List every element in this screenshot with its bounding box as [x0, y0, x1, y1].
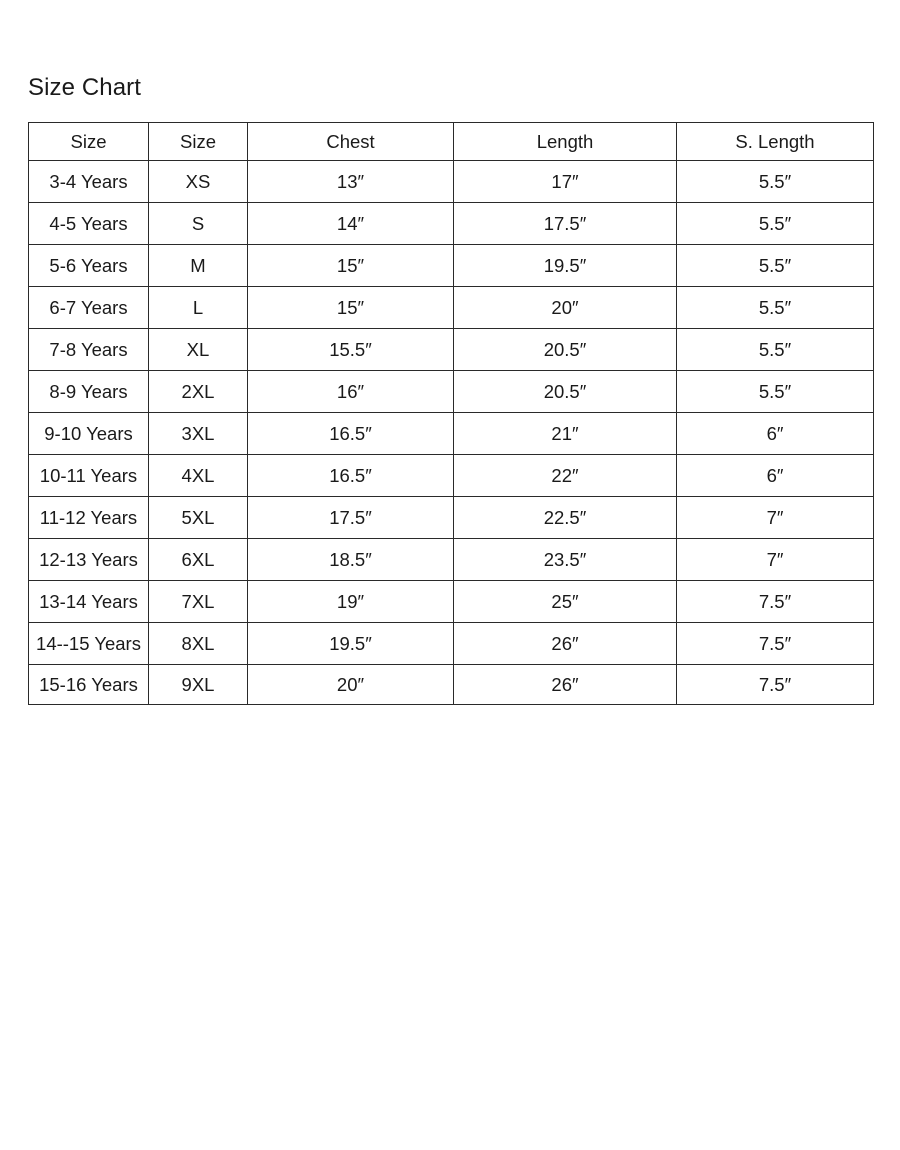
age-cell: 7-8 Years — [29, 329, 149, 371]
sleeve-length-cell: 5.5″ — [677, 245, 874, 287]
sleeve-length-cell: 7.5″ — [677, 581, 874, 623]
table-row — [29, 455, 874, 497]
age-cell: 14--15 Years — [29, 623, 149, 665]
size-cell: 7XL — [149, 581, 248, 623]
sleeve-length-cell: 7.5″ — [677, 623, 874, 665]
size-cell: 4XL — [149, 455, 248, 497]
age-cell: 13-14 Years — [29, 581, 149, 623]
chest-cell: 16.5″ — [248, 413, 454, 455]
table-row — [29, 623, 874, 665]
size-cell: S — [149, 203, 248, 245]
table-row — [29, 203, 874, 245]
size-cell: 5XL — [149, 497, 248, 539]
size-cell: 2XL — [149, 371, 248, 413]
table-row — [29, 413, 874, 455]
length-cell: 26″ — [454, 665, 677, 705]
chest-cell: 13″ — [248, 161, 454, 203]
sleeve-length-cell: 5.5″ — [677, 371, 874, 413]
sleeve-length-cell: 5.5″ — [677, 161, 874, 203]
age-cell: 15-16 Years — [29, 665, 149, 705]
sleeve-length-cell: 5.5″ — [677, 329, 874, 371]
size-cell: 3XL — [149, 413, 248, 455]
length-cell: 20″ — [454, 287, 677, 329]
length-cell: 19.5″ — [454, 245, 677, 287]
length-cell: 20.5″ — [454, 329, 677, 371]
chest-cell: 15″ — [248, 245, 454, 287]
size-cell: XS — [149, 161, 248, 203]
length-cell: 20.5″ — [454, 371, 677, 413]
header-length: Length — [454, 123, 677, 161]
size-cell: 6XL — [149, 539, 248, 581]
chest-cell: 19″ — [248, 581, 454, 623]
size-cell: M — [149, 245, 248, 287]
age-cell: 4-5 Years — [29, 203, 149, 245]
header-sleeve-length: S. Length — [677, 123, 874, 161]
length-cell: 17.5″ — [454, 203, 677, 245]
age-cell: 11-12 Years — [29, 497, 149, 539]
size-chart-table — [28, 122, 874, 705]
table-row — [29, 371, 874, 413]
length-cell: 17″ — [454, 161, 677, 203]
sleeve-length-cell: 7″ — [677, 497, 874, 539]
length-cell: 23.5″ — [454, 539, 677, 581]
sleeve-length-cell: 7″ — [677, 539, 874, 581]
chest-cell: 16.5″ — [248, 455, 454, 497]
age-cell: 5-6 Years — [29, 245, 149, 287]
length-cell: 21″ — [454, 413, 677, 455]
size-cell: 9XL — [149, 665, 248, 705]
table-row — [29, 539, 874, 581]
chest-cell: 17.5″ — [248, 497, 454, 539]
table-header-row — [29, 123, 874, 161]
size-cell: L — [149, 287, 248, 329]
page-title: Size Chart — [28, 74, 142, 101]
sleeve-length-cell: 6″ — [677, 455, 874, 497]
table-row — [29, 245, 874, 287]
chest-cell: 15″ — [248, 287, 454, 329]
length-cell: 25″ — [454, 581, 677, 623]
table-row — [29, 329, 874, 371]
age-cell: 12-13 Years — [29, 539, 149, 581]
chest-cell: 16″ — [248, 371, 454, 413]
age-cell: 10-11 Years — [29, 455, 149, 497]
age-cell: 3-4 Years — [29, 161, 149, 203]
size-cell: 8XL — [149, 623, 248, 665]
age-cell: 6-7 Years — [29, 287, 149, 329]
table-row — [29, 161, 874, 203]
sleeve-length-cell: 5.5″ — [677, 287, 874, 329]
chest-cell: 14″ — [248, 203, 454, 245]
sleeve-length-cell: 7.5″ — [677, 665, 874, 705]
chest-cell: 20″ — [248, 665, 454, 705]
table-row — [29, 287, 874, 329]
length-cell: 22″ — [454, 455, 677, 497]
length-cell: 26″ — [454, 623, 677, 665]
chest-cell: 15.5″ — [248, 329, 454, 371]
sleeve-length-cell: 5.5″ — [677, 203, 874, 245]
table-row — [29, 665, 874, 705]
size-cell: XL — [149, 329, 248, 371]
age-cell: 8-9 Years — [29, 371, 149, 413]
header-age-size: Size — [29, 123, 149, 161]
sleeve-length-cell: 6″ — [677, 413, 874, 455]
header-size: Size — [149, 123, 248, 161]
age-cell: 9-10 Years — [29, 413, 149, 455]
chest-cell: 18.5″ — [248, 539, 454, 581]
chest-cell: 19.5″ — [248, 623, 454, 665]
table-row — [29, 497, 874, 539]
header-chest: Chest — [248, 123, 454, 161]
length-cell: 22.5″ — [454, 497, 677, 539]
table-row — [29, 581, 874, 623]
